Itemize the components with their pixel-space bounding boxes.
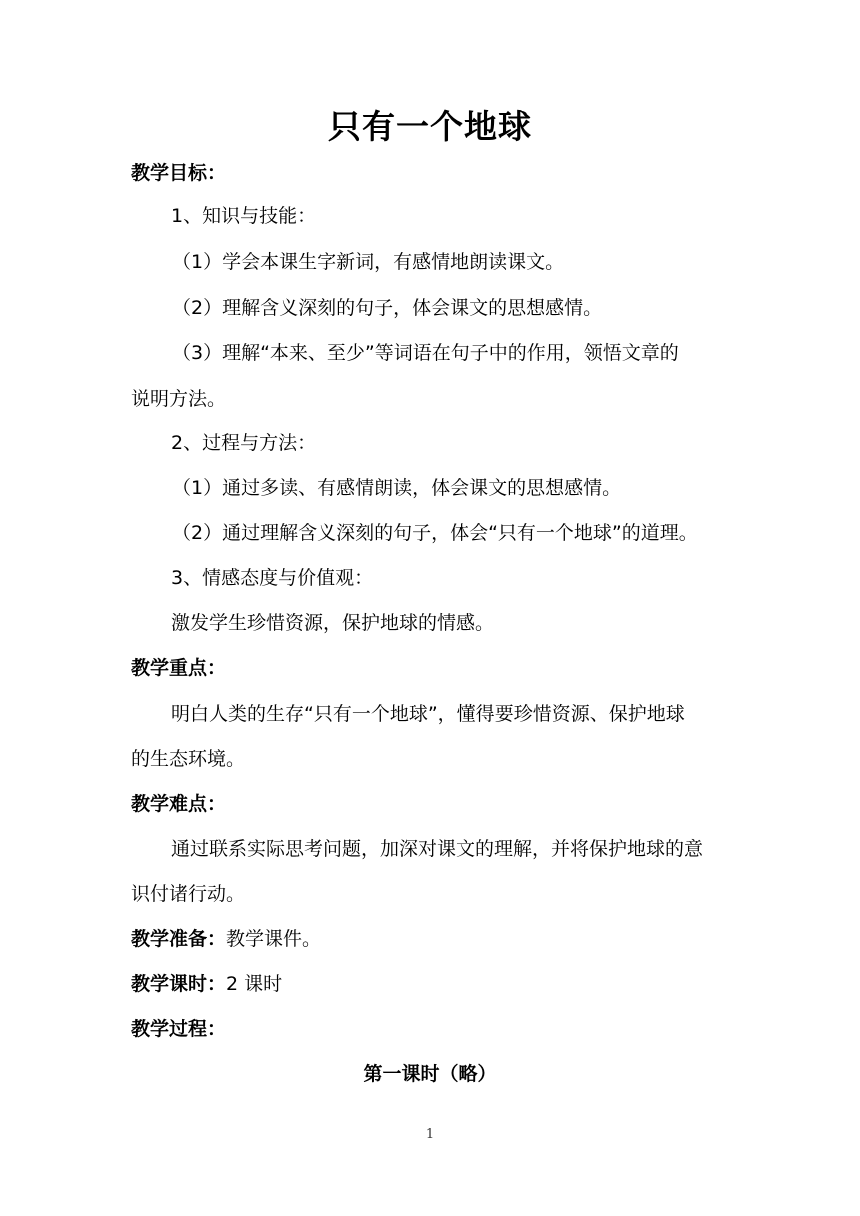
preparation-label: 教学准备： — [131, 928, 227, 950]
first-lesson-heading: 第一课时（略） — [363, 1063, 497, 1085]
process-method-item-1: （1）通过多读、有感情朗读，体会课文的思想感情。 — [172, 477, 622, 499]
key-points-line-1: 明白人类的生存“只有一个地球”，懂得要珍惜资源、保护地球 — [171, 703, 685, 725]
hours-label: 教学课时： — [131, 973, 227, 995]
process-method-item-2: （2）通过理解含义深刻的句子，体会“只有一个地球”的道理。 — [172, 522, 698, 544]
difficulties-line-2: 识付诸行动。 — [131, 883, 246, 905]
process-heading: 教学过程： — [131, 1018, 227, 1040]
knowledge-item-1: （1）学会本课生字新词，有感情地朗读课文。 — [172, 251, 565, 273]
hours-line — [131, 971, 282, 997]
difficulties-line-1: 通过联系实际思考问题，加深对课文的理解，并将保护地球的意 — [171, 838, 704, 860]
process-method-heading: 2、过程与方法： — [171, 432, 317, 454]
key-points-heading: 教学重点： — [131, 657, 227, 679]
knowledge-item-3-line-1: （3）理解“本来、至少”等词语在句子中的作用，领悟文章的 — [172, 342, 679, 364]
goals-heading: 教学目标： — [131, 162, 227, 184]
preparation-value: 教学课件。 — [226, 928, 322, 950]
knowledge-skills-heading: 1、知识与技能： — [171, 205, 317, 227]
emotion-attitude-item: 激发学生珍惜资源，保护地球的情感。 — [171, 612, 495, 634]
key-points-line-2: 的生态环境。 — [131, 748, 246, 770]
emotion-attitude-heading: 3、情感态度与价值观： — [171, 567, 374, 589]
hours-value: 2 课时 — [226, 973, 283, 995]
knowledge-item-3-line-2: 说明方法。 — [131, 388, 227, 410]
knowledge-item-2: （2）理解含义深刻的句子，体会课文的思想感情。 — [172, 297, 603, 319]
difficulties-heading: 教学难点： — [131, 793, 227, 815]
preparation-line — [131, 926, 321, 952]
page-number: 1 — [425, 1127, 435, 1142]
document-title: 只有一个地球 — [328, 107, 532, 146]
